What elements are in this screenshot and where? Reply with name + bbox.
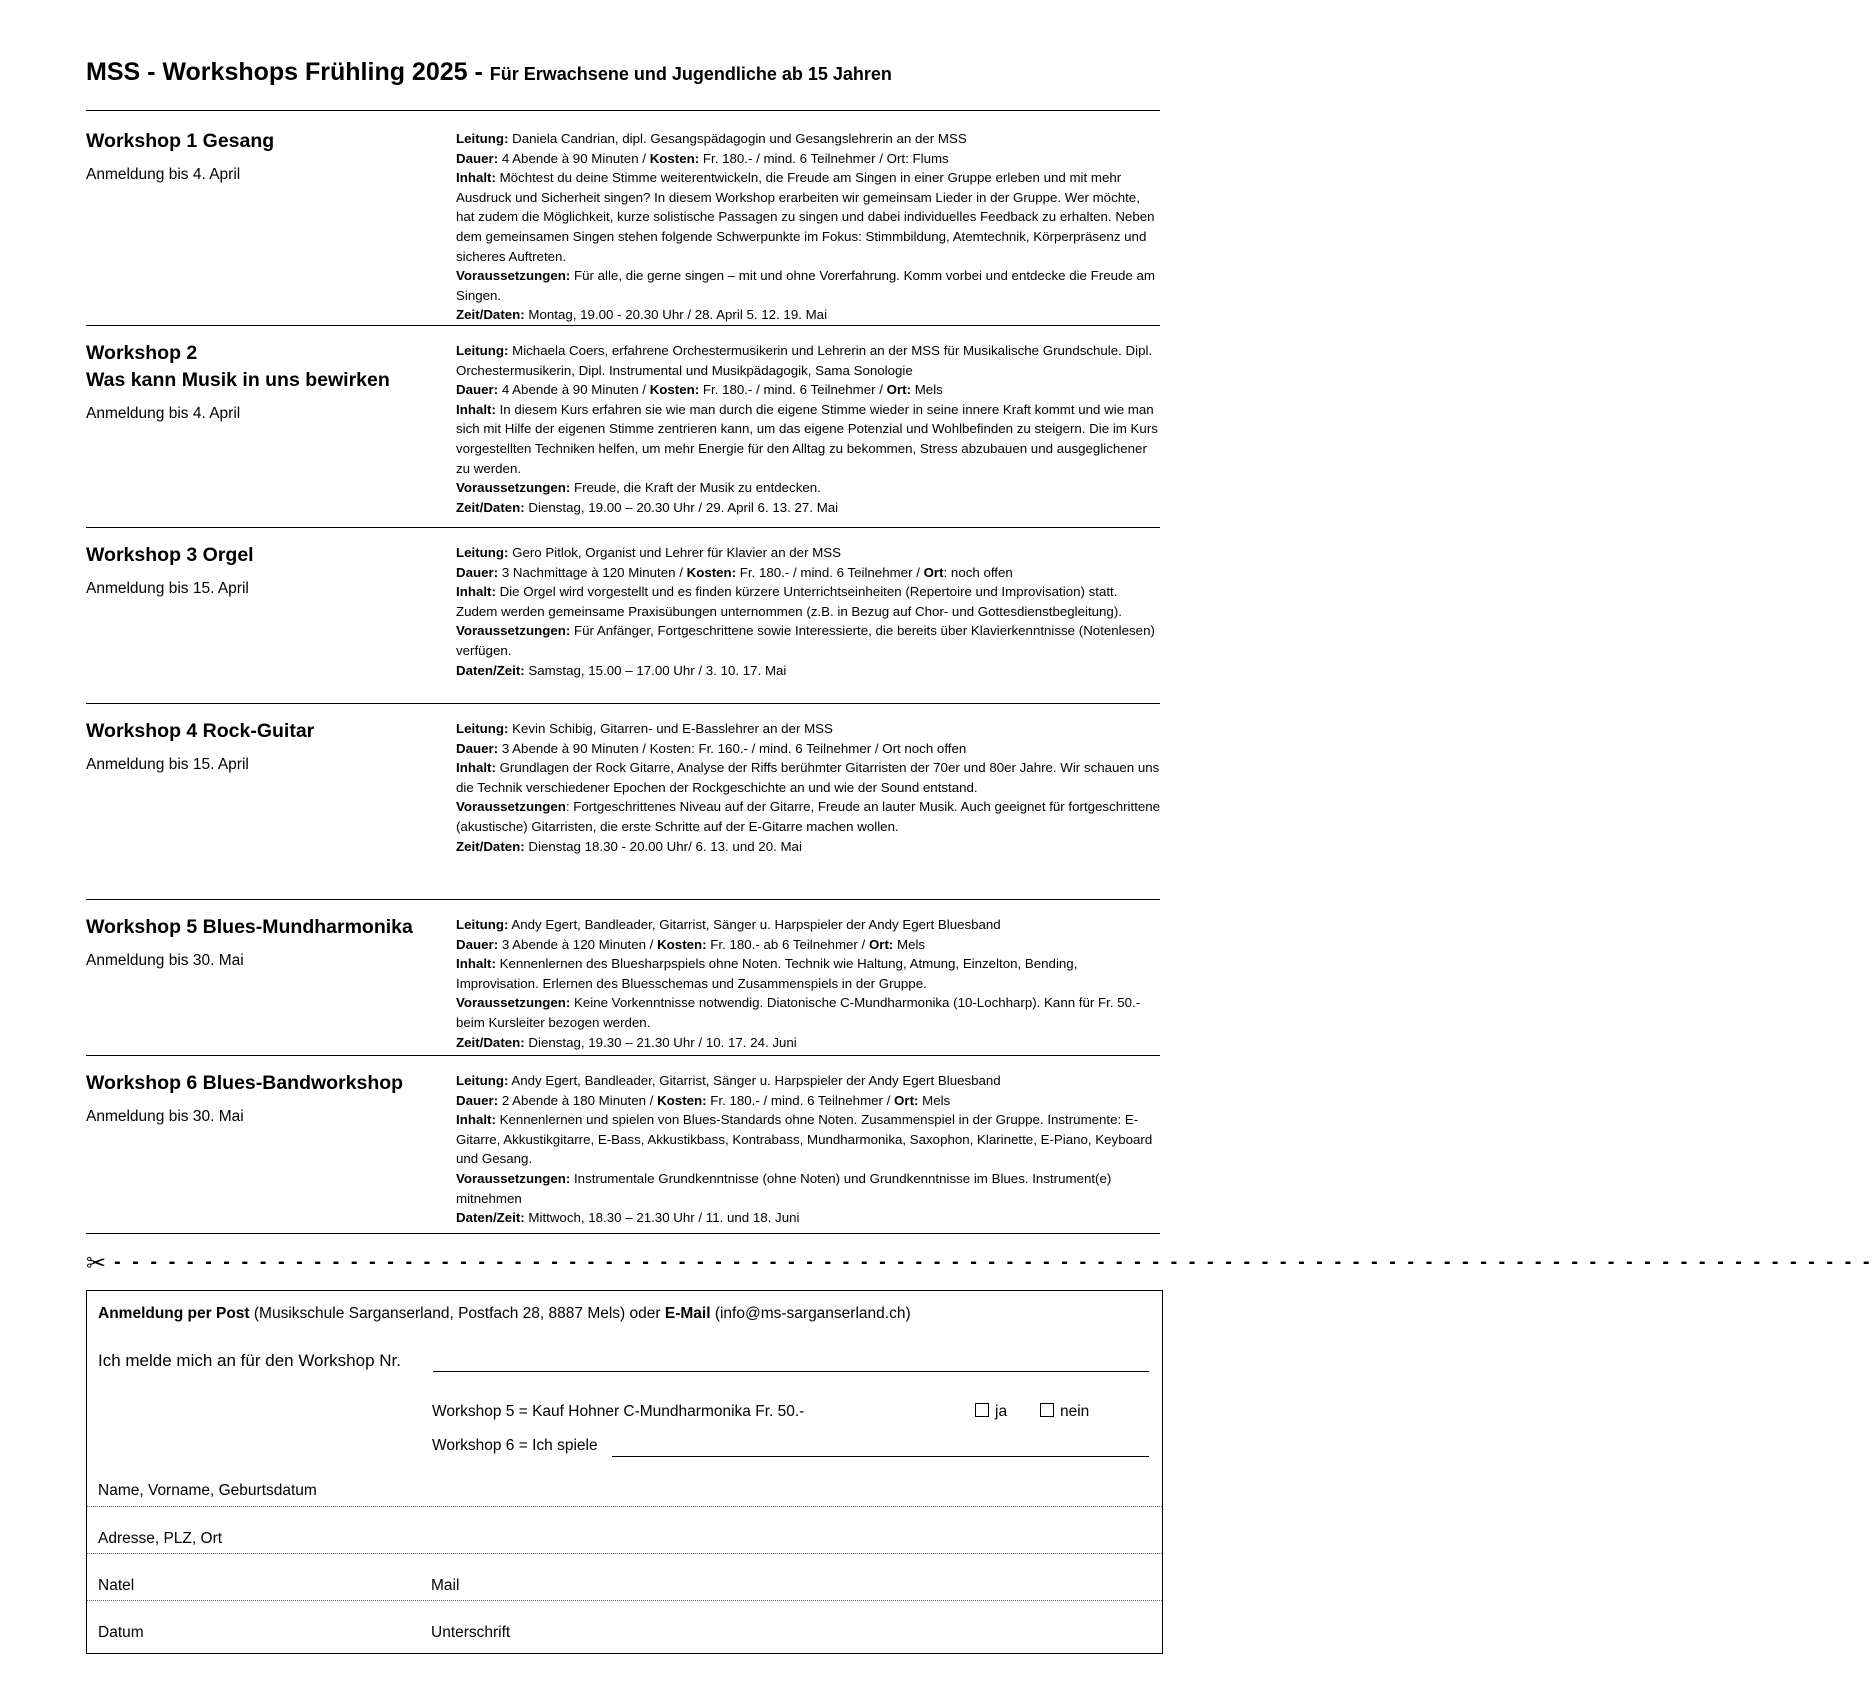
signup-label: Ich melde mich an für den Workshop Nr. bbox=[98, 1351, 401, 1370]
scissors-icon: ✂ bbox=[86, 1250, 107, 1277]
registration-deadline: Anmeldung bis 4. April bbox=[86, 166, 241, 183]
detail-paragraph bbox=[456, 543, 1162, 563]
detail-text: : noch offen bbox=[943, 564, 1013, 580]
detail-text: Keine Vorkenntnisse notwendig. Diatonische C-Mundharmonika (10-Lochharp). Kann für Fr. 50.- beim Kursleiter bezogen werden. bbox=[456, 995, 1141, 1030]
detail-paragraph bbox=[456, 1071, 1162, 1091]
detail-paragraph bbox=[456, 993, 1162, 1032]
workshop-details bbox=[456, 341, 1162, 517]
workshop-number-field[interactable] bbox=[433, 1371, 1149, 1372]
detail-label: Inhalt: bbox=[456, 760, 496, 776]
workshop-title bbox=[86, 128, 436, 155]
date-signature-row[interactable] bbox=[87, 1600, 1162, 1648]
registration-deadline: Anmeldung bis 15. April bbox=[86, 756, 249, 773]
workshop-title-line: Workshop 1 Gesang bbox=[86, 130, 275, 152]
detail-label: Voraussetzungen: bbox=[456, 995, 571, 1011]
workshop-title-line: Was kann Musik in uns bewirken bbox=[86, 369, 390, 391]
detail-paragraph bbox=[456, 758, 1162, 797]
detail-label: Kosten: bbox=[657, 1092, 707, 1108]
detail-paragraph bbox=[456, 954, 1162, 993]
detail-label: Voraussetzungen: bbox=[456, 1170, 571, 1186]
detail-text: Grundlagen der Rock Gitarre, Analyse der Riffs berühmter Gitarristen der 70er und 80er Jahre. Wir schauen uns die Technik verschiedener Epochen der Rockgeschichte an und wie der Sound entstand. bbox=[456, 760, 1160, 795]
workshop-header bbox=[86, 325, 436, 423]
detail-label: Dauer: bbox=[456, 740, 499, 756]
detail-label: Kosten: bbox=[686, 564, 737, 580]
detail-text: 2 Abende à 180 Minuten / bbox=[498, 1092, 658, 1108]
detail-text: Dienstag, 19.30 – 21.30 Uhr / 10. 17. 24. Juni bbox=[524, 1034, 797, 1050]
workshop-header bbox=[86, 113, 436, 184]
detail-paragraph bbox=[456, 1091, 1162, 1111]
registration-deadline: Anmeldung bis 4. April bbox=[86, 405, 241, 422]
page-title bbox=[86, 58, 892, 87]
workshop-header bbox=[86, 899, 436, 970]
detail-paragraph bbox=[456, 661, 1162, 681]
workshop-title bbox=[86, 718, 436, 745]
detail-text: Für Anfänger, Fortgeschrittene sowie Interessierte, die bereits über Klavierkenntnisse (Notenlesen) verfügen. bbox=[456, 623, 1155, 658]
detail-text: Daniela Candrian, dipl. Gesangspädagogin und Gesangslehrerin an der MSS bbox=[508, 131, 967, 146]
registration-deadline: Anmeldung bis 30. Mai bbox=[86, 952, 244, 969]
detail-text: Mittwoch, 18.30 – 21.30 Uhr / 11. und 18. Juni bbox=[524, 1210, 800, 1226]
checkbox-nein[interactable] bbox=[1040, 1403, 1054, 1417]
detail-paragraph bbox=[456, 266, 1162, 305]
workshop-title-line: Workshop 6 Blues-Bandworkshop bbox=[86, 1072, 404, 1094]
detail-label: Dauer: bbox=[456, 150, 499, 166]
ws6-instrument-field[interactable] bbox=[612, 1456, 1149, 1457]
detail-text: Mels bbox=[918, 1092, 951, 1108]
detail-text: Fr. 180.- ab 6 Teilnehmer / bbox=[706, 936, 869, 952]
detail-label: Dauer: bbox=[456, 1092, 499, 1108]
detail-text: Fr. 180.- / mind. 6 Teilnehmer / bbox=[699, 382, 887, 398]
detail-text: Für alle, die gerne singen – mit und ohne Vorerfahrung. Komm vorbei und entdecke die Freude am Singen. bbox=[456, 268, 1155, 303]
detail-text: 3 Abende à 120 Minuten / bbox=[498, 936, 658, 952]
workshop-title bbox=[86, 340, 436, 394]
detail-text: Kennenlernen des Bluesharpspiels ohne Noten. Technik wie Haltung, Atmung, Einzelton, Bending, Improvisation. Erlernen des Bluesschemas und Zusammenspiels in der Gruppe. bbox=[456, 956, 1078, 991]
detail-text: Andy Egert, Bandleader, Gitarrist, Sänger u. Harpspieler der Andy Egert Bluesband bbox=[508, 1073, 1001, 1088]
detail-paragraph bbox=[456, 1033, 1162, 1053]
detail-label: Dauer: bbox=[456, 382, 499, 398]
detail-text: Dienstag, 19.00 – 20.30 Uhr / 29. April 6. 13. 27. Mai bbox=[524, 499, 839, 515]
detail-label: Leitung: bbox=[456, 917, 509, 932]
workshop-header bbox=[86, 527, 436, 598]
address-row[interactable] bbox=[87, 1506, 1162, 1554]
detail-text: 4 Abende à 90 Minuten / bbox=[498, 382, 650, 398]
header-divider bbox=[86, 110, 1160, 111]
form-intro bbox=[98, 1305, 911, 1323]
detail-label: Voraussetzungen: bbox=[456, 623, 571, 639]
detail-text: Kevin Schibig, Gitarren- und E-Basslehrer an der MSS bbox=[508, 721, 833, 736]
detail-text: Mels bbox=[893, 936, 926, 952]
detail-paragraph bbox=[456, 129, 1162, 149]
detail-paragraph bbox=[456, 739, 1162, 759]
detail-label: Zeit/Daten: bbox=[456, 307, 525, 323]
cut-line bbox=[86, 1250, 1872, 1278]
ws6-instrument-label: Workshop 6 = Ich spiele bbox=[432, 1437, 598, 1454]
detail-text: Fr. 180.- / mind. 6 Teilnehmer / bbox=[736, 564, 924, 580]
detail-label: Leitung: bbox=[456, 343, 509, 358]
date-label: Datum bbox=[98, 1624, 144, 1641]
detail-paragraph bbox=[456, 935, 1162, 955]
workshop-title-line: Workshop 2 bbox=[86, 342, 198, 364]
detail-label: Inhalt: bbox=[456, 170, 496, 186]
detail-label: Voraussetzungen: bbox=[456, 268, 571, 284]
detail-paragraph bbox=[456, 582, 1162, 621]
detail-label: Leitung: bbox=[456, 721, 509, 736]
workshop-details bbox=[456, 129, 1162, 325]
detail-text: Mels bbox=[911, 382, 943, 398]
workshop-title bbox=[86, 542, 436, 569]
detail-paragraph bbox=[456, 719, 1162, 739]
detail-paragraph bbox=[456, 915, 1162, 935]
detail-paragraph bbox=[456, 380, 1162, 400]
detail-text: 3 Nachmittage à 120 Minuten / bbox=[498, 564, 687, 580]
detail-text: Kennenlernen und spielen von Blues-Standards ohne Noten. Zusammenspiel in der Gruppe. Instrumente: E-Gitarre, Akkustikgitarre, E-Bass, Akkustikbass, Kontrabass, Mundharmonika, Saxophon, Klarinette, E-Piano, Keyboard und Gesang. bbox=[456, 1112, 1153, 1167]
option-ja[interactable] bbox=[975, 1403, 1007, 1421]
title-subtitle: Für Erwachsene und Jugendliche ab 15 Jahren bbox=[489, 64, 892, 84]
detail-label: Zeit/Daten: bbox=[456, 1034, 525, 1050]
detail-label: Ort bbox=[923, 564, 944, 580]
workshop-title bbox=[86, 914, 436, 941]
nein-label: nein bbox=[1060, 1403, 1090, 1420]
intro-post-label: Anmeldung per Post bbox=[98, 1305, 250, 1322]
detail-label: Inhalt: bbox=[456, 1112, 496, 1128]
detail-label: Kosten: bbox=[657, 936, 707, 952]
detail-label: Ort: bbox=[886, 382, 912, 398]
detail-paragraph bbox=[456, 563, 1162, 583]
detail-label: Dauer: bbox=[456, 936, 499, 952]
detail-text: Dienstag 18.30 - 20.00 Uhr/ 6. 13. und 20. Mai bbox=[524, 838, 802, 854]
detail-paragraph bbox=[456, 837, 1162, 857]
detail-label: Ort: bbox=[894, 1092, 919, 1108]
intro-email: (info@ms-sarganserland.ch) bbox=[710, 1305, 911, 1322]
name-row[interactable] bbox=[87, 1459, 1162, 1506]
detail-text: : Fortgeschrittenes Niveau auf der Gitarre, Freude an lauter Musik. Auch geeignet für fortgeschrittene (akustische) Gitarristen, die erste Schritte auf der E-Gitarre machen wollen. bbox=[456, 799, 1161, 834]
detail-text: Samstag, 15.00 – 17.00 Uhr / 3. 10. 17. Mai bbox=[524, 662, 787, 678]
natel-label: Natel bbox=[98, 1577, 135, 1594]
workshop-details bbox=[456, 915, 1162, 1052]
detail-paragraph bbox=[456, 797, 1162, 836]
detail-label: Daten/Zeit: bbox=[456, 662, 525, 678]
workshop-details bbox=[456, 543, 1162, 680]
detail-text: Michaela Coers, erfahrene Orchestermusikerin und Lehrerin an der MSS für Musikalische Grundschule. Dipl. Orchestermusikerin, Dipl. Instrumental und Musikpädagogik, Sama Sonologie bbox=[456, 343, 1153, 378]
detail-label: Kosten: bbox=[649, 150, 700, 166]
detail-label: Zeit/Daten: bbox=[456, 499, 525, 515]
detail-label: Leitung: bbox=[456, 131, 509, 146]
detail-text: Fr. 180.- / mind. 6 Teilnehmer / bbox=[706, 1092, 895, 1108]
registration-deadline: Anmeldung bis 30. Mai bbox=[86, 1108, 244, 1125]
contact-row[interactable] bbox=[87, 1553, 1162, 1601]
detail-paragraph bbox=[456, 1110, 1162, 1169]
intro-email-label: E-Mail bbox=[664, 1305, 711, 1322]
signature-label: Unterschrift bbox=[431, 1624, 511, 1641]
detail-label: Leitung: bbox=[456, 1073, 509, 1088]
intro-address: (Musikschule Sarganserland, Postfach 28, 8887 Mels) oder bbox=[249, 1305, 665, 1322]
detail-text: Andy Egert, Bandleader, Gitarrist, Sänger u. Harpspieler der Andy Egert Bluesband bbox=[508, 917, 1001, 932]
registration-form bbox=[86, 1290, 1163, 1654]
dashed-cut-line: - - - - - - - - - - - - - - - - - - - - - - - - - - - - - - - - - - - - - - - - - - - - - - - - - - - - - - - - - - - - - - - - - - - - - - - - - - - - - - - - - - - - - - - - - - - - - - - - - bbox=[114, 1251, 1872, 1273]
registration-deadline: Anmeldung bis 15. April bbox=[86, 580, 249, 597]
ws5-harmonica-label: Workshop 5 = Kauf Hohner C-Mundharmonika Fr. 50.- bbox=[432, 1403, 805, 1420]
detail-text: Die Orgel wird vorgestellt und es finden kürzere Unterrichtseinheiten (Repertoire und Improvisation) statt. Zudem werden gemeinsame Praxisübungen unternommen (z.B. in Bezug auf Chor- und Gottesdienstbegleitung). bbox=[456, 584, 1122, 619]
workshop-details bbox=[456, 719, 1162, 856]
workshop-title-line: Workshop 5 Blues-Mundharmonika bbox=[86, 916, 413, 938]
checkbox-ja[interactable] bbox=[975, 1403, 989, 1417]
detail-paragraph bbox=[456, 621, 1162, 660]
detail-label: Dauer: bbox=[456, 564, 499, 580]
workshop-title-line: Workshop 4 Rock-Guitar bbox=[86, 720, 315, 742]
workshop-header bbox=[86, 1055, 436, 1126]
detail-text: Fr. 180.- / mind. 6 Teilnehmer / Ort: Flums bbox=[699, 150, 949, 166]
detail-label: Voraussetzungen: bbox=[456, 480, 571, 496]
workshop-header bbox=[86, 703, 436, 774]
detail-text: Freude, die Kraft der Musik zu entdecken. bbox=[570, 480, 821, 496]
detail-label: Voraussetzungen bbox=[456, 799, 566, 815]
detail-paragraph bbox=[456, 478, 1162, 498]
detail-paragraph bbox=[456, 498, 1162, 518]
detail-label: Kosten: bbox=[649, 382, 700, 398]
detail-label: Leitung: bbox=[456, 545, 509, 560]
detail-label: Ort: bbox=[868, 936, 894, 952]
detail-text: 3 Abende à 90 Minuten / Kosten: Fr. 160.- / mind. 6 Teilnehmer / Ort noch offen bbox=[498, 740, 967, 756]
detail-paragraph bbox=[456, 305, 1162, 325]
address-label: Adresse, PLZ, Ort bbox=[98, 1530, 223, 1547]
detail-paragraph bbox=[456, 1169, 1162, 1208]
workshop-title bbox=[86, 1070, 436, 1097]
detail-label: Zeit/Daten: bbox=[456, 838, 525, 854]
detail-text: Instrumentale Grundkenntnisse (ohne Noten) und Grundkenntnisse im Blues. Instrument(e) mitnehmen bbox=[456, 1170, 1112, 1206]
name-label: Name, Vorname, Geburtsdatum bbox=[98, 1482, 317, 1499]
detail-paragraph bbox=[456, 149, 1162, 169]
detail-text: Montag, 19.00 - 20.30 Uhr / 28. April 5. 12. 19. Mai bbox=[524, 307, 828, 323]
detail-label: Daten/Zeit: bbox=[456, 1210, 525, 1226]
detail-paragraph bbox=[456, 168, 1162, 266]
section-divider bbox=[86, 1233, 1160, 1234]
detail-paragraph bbox=[456, 400, 1162, 478]
ja-label: ja bbox=[995, 1403, 1008, 1420]
detail-label: Inhalt: bbox=[456, 401, 496, 417]
detail-label: Inhalt: bbox=[456, 956, 496, 972]
mail-label: Mail bbox=[431, 1577, 460, 1594]
detail-paragraph bbox=[456, 341, 1162, 380]
workshop-title-line: Workshop 3 Orgel bbox=[86, 544, 254, 566]
detail-text: 4 Abende à 90 Minuten / bbox=[498, 150, 650, 166]
title-main: MSS - Workshops Frühling 2025 - bbox=[86, 58, 483, 86]
detail-label: Inhalt: bbox=[456, 584, 496, 600]
option-nein[interactable] bbox=[1040, 1403, 1089, 1421]
detail-text: In diesem Kurs erfahren sie wie man durch die eigene Stimme wieder in seine innere Kraft kommt und wie man sich mit Hilfe der eigenen Stimme zentrieren kann, um das eigene Potenzial und Wohlbefinden zu steigern. Die im Kurs vorgestellten Techniken helfen, um mehr Energie für den Alltag zu bekommen, Stress abzubauen und ausgeglichener zu werden. bbox=[456, 401, 1158, 476]
detail-text: Möchtest du deine Stimme weiterentwickeln, die Freude am Singen in einer Gruppe erleben und mit mehr Ausdruck und Sicherheit singen? In diesem Workshop erarbeiten wir gemeinsam Lieder in der Gruppe. Wer möchte, hat zudem die Möglichkeit, kurze solistische Passagen zu singen und dabei individuelles Feedback zu erhalten. Neben dem gemeinsamen Singen stehen folgende Schwerpunkte im Fokus: Stimmbildung, Atemtechnik, Körperpräsenz und sicheres Auftreten. bbox=[456, 170, 1155, 264]
detail-text: Gero Pitlok, Organist und Lehrer für Klavier an der MSS bbox=[508, 545, 842, 560]
workshop-details bbox=[456, 1071, 1162, 1228]
detail-paragraph bbox=[456, 1208, 1162, 1228]
